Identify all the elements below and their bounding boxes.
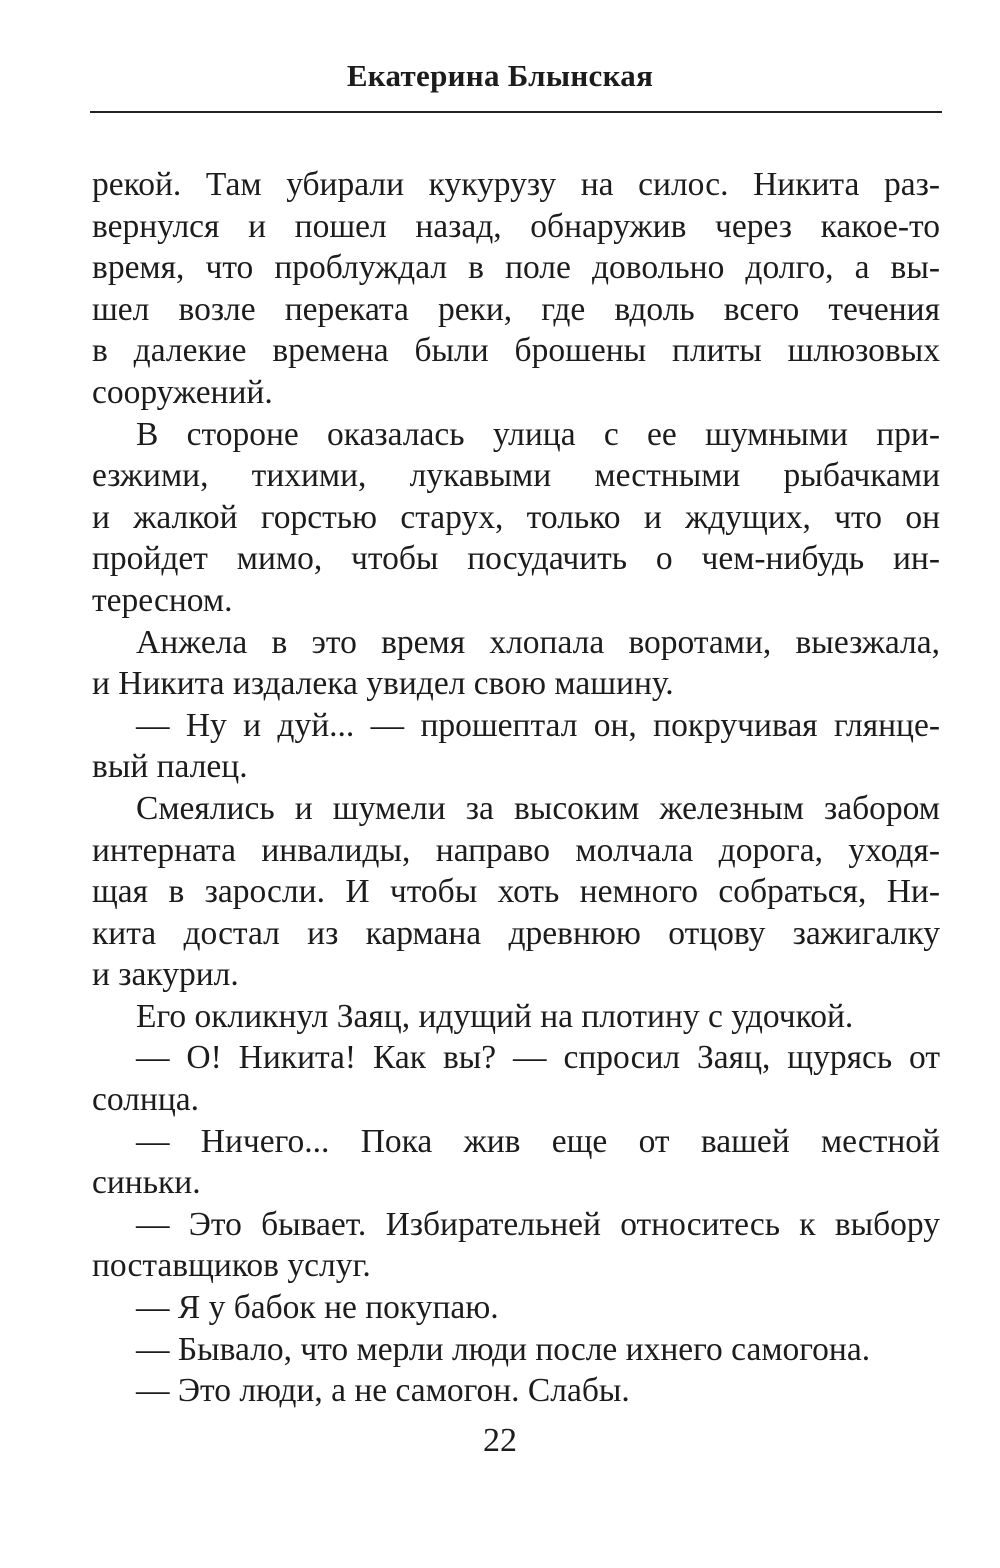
dialogue-line: — О! Никита! Как вы? — спросил Заяц, щурясь от <box>136 1039 940 1077</box>
header-rule <box>90 111 942 113</box>
dialogue-line: — Ничего... Пока жив еще от вашей местной <box>136 1122 940 1160</box>
text-line: тересном. <box>92 581 233 619</box>
text-line: поставщиков услуг. <box>92 1247 371 1285</box>
page-number: 22 <box>483 1422 517 1459</box>
text-line: и закурил. <box>92 956 239 994</box>
text-line: и жалкой горстью старух, только и ждущих, что он <box>92 498 940 536</box>
text-line: шел возле переката реки, где вдоль всего течения <box>92 290 940 328</box>
text-line: время, что проблуждал в поле довольно долго, а вы- <box>92 249 940 287</box>
text-line: пройдет мимо, чтобы посудачить о чем-нибудь ин- <box>92 540 940 578</box>
text-line: вый палец. <box>92 748 248 786</box>
dialogue-line: — Я у бабок не покупаю. <box>136 1289 499 1327</box>
text-line: в далекие времена были брошены плиты шлюзовых <box>92 332 940 370</box>
paragraph-first-line: Анжела в это время хлопала воротами, выезжала, <box>136 623 940 661</box>
dialogue-line: — Ну и дуй... — прошептал он, покручивая глянце- <box>136 706 940 744</box>
text-line: и Никита издалека увидел свою машину. <box>92 665 674 703</box>
text-line: интерната инвалиды, направо молчала дорога, уходя- <box>92 831 940 869</box>
text-line: солнца. <box>92 1081 199 1119</box>
text-line: вернулся и пошел назад, обнаружив через какое-то <box>92 207 940 245</box>
dialogue-line: — Это бывает. Избирательней относитесь к выбору <box>136 1205 940 1243</box>
text-line: кита достал из кармана древнюю отцову зажигалку <box>92 914 940 952</box>
text-line: езжими, тихими, лукавыми местными рыбачками <box>92 457 940 495</box>
paragraph-first-line: Его окликнул Заяц, идущий на плотину с удочкой. <box>136 997 854 1035</box>
text-line: сооружений. <box>92 373 273 411</box>
body-text <box>92 164 940 1412</box>
dialogue-line: — Бывало, что мерли люди после ихнего самогона. <box>136 1330 871 1368</box>
dialogue-line: — Это люди, а не самогон. Слабы. <box>136 1372 630 1410</box>
paragraph-first-line: Смеялись и шумели за высоким железным забором <box>136 789 940 827</box>
text-line: щая в заросли. И чтобы хоть немного собраться, Ни- <box>92 873 940 911</box>
running-head-author: Екатерина Блынская <box>346 58 654 93</box>
text-line: синьки. <box>92 1164 201 1202</box>
text-line: рекой. Там убирали кукурузу на силос. Никита раз- <box>92 166 940 203</box>
paragraph-first-line: В стороне оказалась улица с ее шумными при- <box>136 415 940 453</box>
